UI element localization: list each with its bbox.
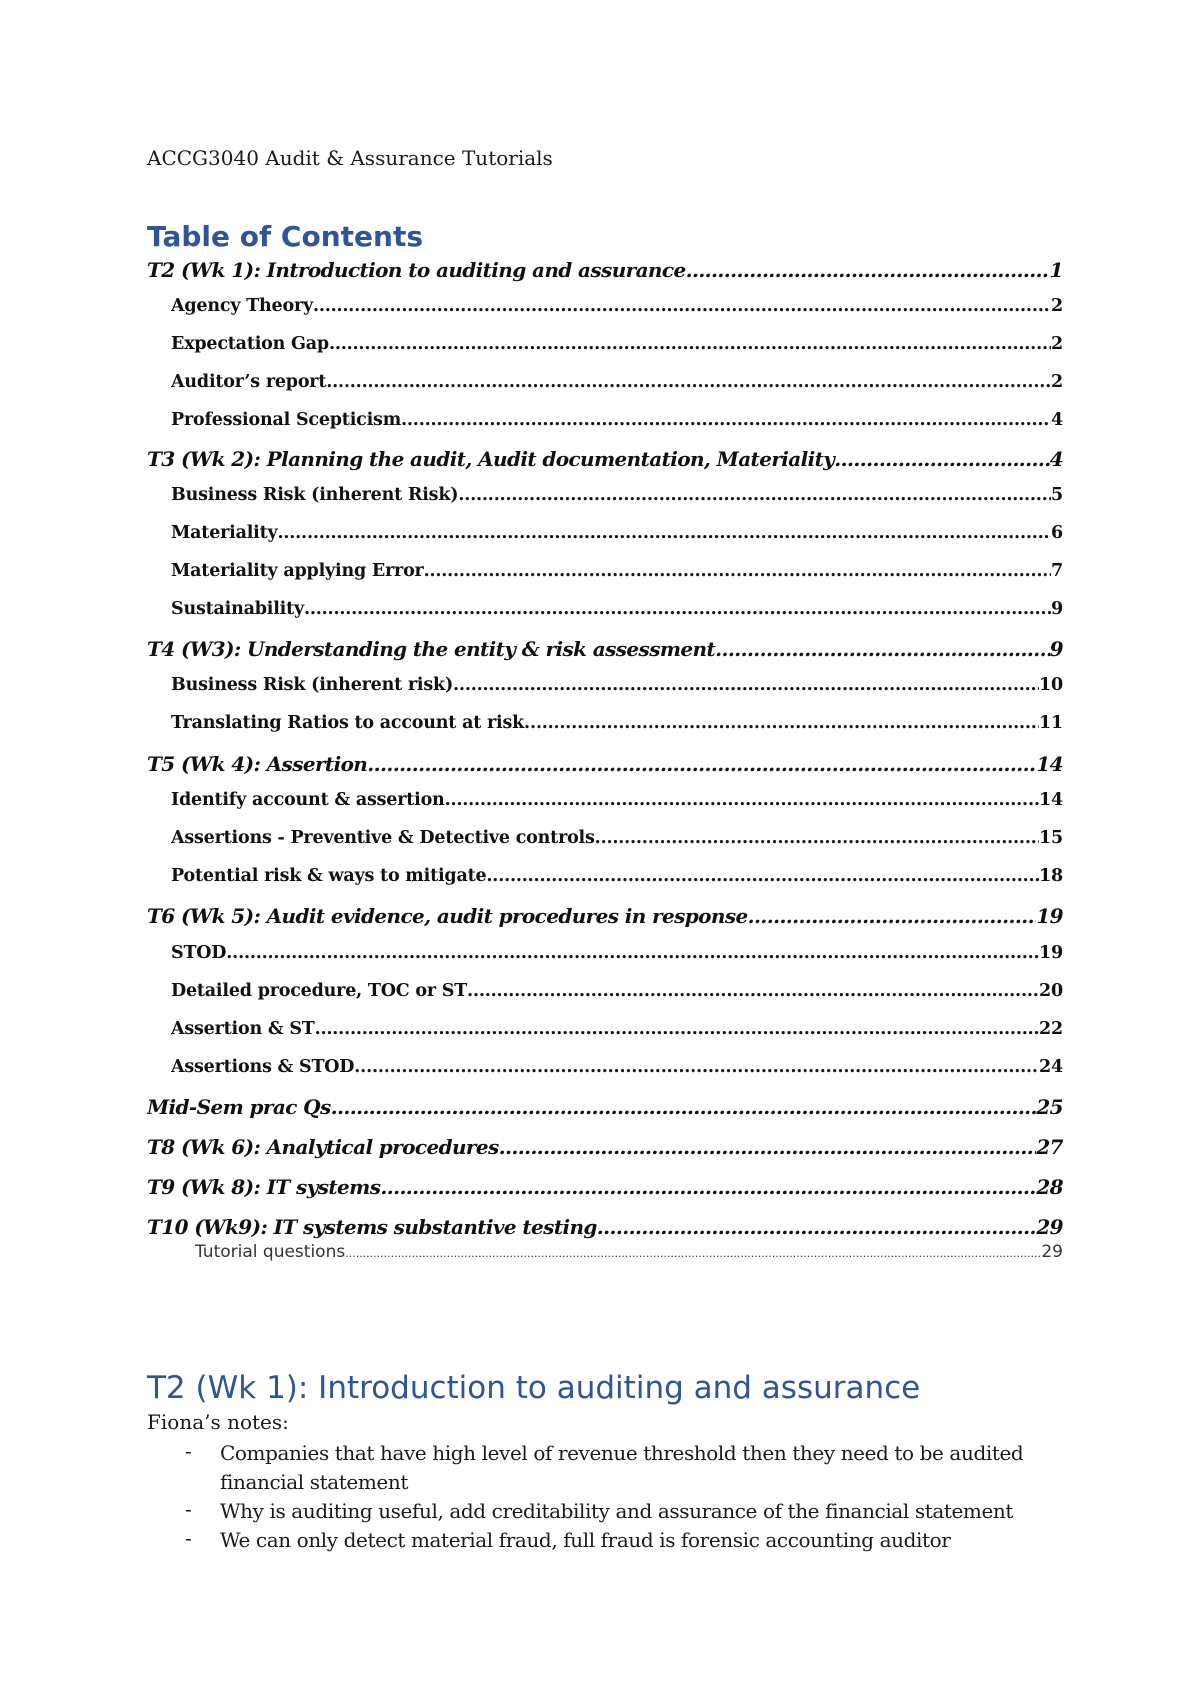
toc-entry[interactable] (171, 943, 1063, 963)
bullet-marker: - (185, 1526, 192, 1550)
toc-entry[interactable] (171, 296, 1063, 316)
toc-entry[interactable] (171, 866, 1063, 886)
toc-entry-page: 14 (1039, 790, 1063, 810)
toc-dot-leader (345, 1247, 1041, 1260)
toc-dot-leader (597, 1215, 1037, 1239)
toc-entry-page: 28 (1036, 1175, 1063, 1199)
toc-dot-leader (326, 372, 1051, 392)
toc-entry[interactable] (171, 981, 1063, 1001)
toc-entry[interactable] (147, 1135, 1063, 1159)
toc-entry-page: 22 (1039, 1019, 1063, 1039)
toc-entry-page: 11 (1039, 713, 1063, 733)
toc-entry-title: Mid-Sem prac Qs (147, 1095, 331, 1119)
toc-entry-title: T5 (Wk 4): Assertion (147, 752, 368, 776)
toc-entry-page: 14 (1036, 752, 1063, 776)
toc-entry[interactable] (171, 410, 1063, 430)
toc-dot-leader (486, 866, 1039, 886)
bullet-text: We can only detect material fraud, full fraud is forensic accounting auditor (220, 1528, 951, 1552)
toc-entry[interactable] (171, 1057, 1063, 1077)
toc-entry[interactable] (171, 599, 1063, 619)
toc-entry-page: 19 (1036, 904, 1063, 928)
toc-entry[interactable] (147, 752, 1063, 776)
toc-dot-leader (277, 523, 1051, 543)
toc-entry-title: Business Risk (inherent Risk) (171, 485, 459, 505)
toc-entry-title: T2 (Wk 1): Introduction to auditing and assurance (147, 258, 686, 282)
toc-entry-page: 29 (1036, 1215, 1063, 1239)
toc-entry-title: T6 (Wk 5): Audit evidence, audit procedures in response (147, 904, 748, 928)
toc-dot-leader (313, 296, 1051, 316)
toc-entry-page: 9 (1049, 637, 1063, 661)
toc-entry-page: 20 (1039, 981, 1063, 1001)
toc-entry-title: Detailed procedure, TOC or ST (171, 981, 468, 1001)
notes-label: Fiona’s notes: (147, 1410, 289, 1434)
toc-dot-leader (354, 1057, 1039, 1077)
toc-dot-leader (329, 334, 1051, 354)
toc-entry-page: 19 (1039, 943, 1063, 963)
toc-entry[interactable] (171, 372, 1063, 392)
bullet-marker: - (185, 1439, 192, 1463)
toc-entry-page: 15 (1039, 828, 1063, 848)
toc-entry-title: T3 (Wk 2): Planning the audit, Audit documentation, Materiality (147, 447, 835, 471)
toc-entry-page: 5 (1051, 485, 1063, 505)
toc-dot-leader (524, 713, 1039, 733)
toc-entry-page: 6 (1051, 523, 1063, 543)
toc-dot-leader (686, 258, 1050, 282)
toc-dot-leader (467, 981, 1039, 1001)
toc-entry-title: Materiality applying Error (171, 561, 424, 581)
toc-entry-page: 4 (1051, 410, 1063, 430)
toc-dot-leader (748, 904, 1037, 928)
toc-entry-page: 25 (1036, 1095, 1063, 1119)
toc-entry-title: Agency Theory (171, 296, 313, 316)
toc-entry-title: Business Risk (inherent risk) (171, 675, 454, 695)
toc-entry-title: Assertions & STOD (171, 1057, 355, 1077)
toc-entry-title: Potential risk & ways to mitigate (171, 866, 487, 886)
toc-entry[interactable] (171, 675, 1063, 695)
toc-entry-title: Identify account & assertion (171, 790, 445, 810)
toc-entry-title: Assertions - Preventive & Detective controls (171, 828, 595, 848)
toc-entry-page: 2 (1051, 296, 1063, 316)
toc-entry-page: 18 (1039, 866, 1063, 886)
toc-dot-leader (424, 561, 1051, 581)
toc-dot-leader (401, 410, 1051, 430)
toc-entry[interactable] (171, 1019, 1063, 1039)
toc-entry-page: 7 (1051, 561, 1063, 581)
toc-entry[interactable] (171, 523, 1063, 543)
toc-entry-page: 9 (1051, 599, 1063, 619)
toc-entry-title: Materiality (171, 523, 278, 543)
document-header: ACCG3040 Audit & Assurance Tutorials (147, 146, 553, 170)
toc-dot-leader (226, 943, 1039, 963)
toc-entry[interactable] (147, 637, 1063, 661)
toc-dot-leader (304, 599, 1051, 619)
toc-dot-leader (367, 752, 1036, 776)
toc-entry[interactable] (147, 1215, 1063, 1239)
toc-entry[interactable] (171, 828, 1063, 848)
toc-entry-page: 10 (1039, 675, 1063, 695)
toc-entry-title: T8 (Wk 6): Analytical procedures (147, 1135, 499, 1159)
toc-entry[interactable] (147, 1175, 1063, 1199)
toc-dot-leader (834, 447, 1049, 471)
toc-entry-page: 4 (1049, 447, 1063, 471)
toc-entry[interactable] (171, 485, 1063, 505)
toc-entry-title: T4 (W3): Understanding the entity & risk assessment (147, 637, 716, 661)
toc-dot-leader (595, 828, 1039, 848)
toc-entry[interactable] (147, 1095, 1063, 1119)
toc-dot-leader (380, 1175, 1036, 1199)
toc-entry[interactable] (195, 1242, 1063, 1262)
toc-entry-page: 2 (1051, 334, 1063, 354)
bullet-text: Companies that have high level of revenue threshold then they need to be audited financial statement (220, 1441, 1024, 1494)
toc-entry-title: Professional Scepticism (171, 410, 402, 430)
toc-entry-title: Assertion & ST (171, 1019, 315, 1039)
toc-entry[interactable] (147, 904, 1063, 928)
toc-entry[interactable] (147, 447, 1063, 471)
bullet-text: Why is auditing useful, add creditability and assurance of the financial statement (220, 1499, 1014, 1523)
bullet-marker: - (185, 1497, 192, 1521)
toc-entry-title: T10 (Wk9): IT systems substantive testing (147, 1215, 597, 1239)
toc-title: Table of Contents (147, 220, 424, 253)
toc-entry-title: Tutorial questions (195, 1242, 346, 1262)
toc-dot-leader (445, 790, 1039, 810)
toc-entry-title: STOD (171, 943, 227, 963)
toc-entry[interactable] (171, 334, 1063, 354)
toc-entry[interactable] (171, 561, 1063, 581)
toc-entry[interactable] (147, 258, 1063, 282)
toc-dot-leader (499, 1135, 1037, 1159)
toc-dot-leader (331, 1095, 1037, 1119)
toc-entry-title: Auditor’s report (171, 372, 327, 392)
toc-entry-title: Translating Ratios to account at risk (171, 713, 525, 733)
toc-entry-title: Expectation Gap (171, 334, 329, 354)
toc-entry-page: 2 (1051, 372, 1063, 392)
section-heading: T2 (Wk 1): Introduction to auditing and assurance (147, 1370, 921, 1406)
toc-entry[interactable] (171, 713, 1063, 733)
toc-dot-leader (715, 637, 1050, 661)
toc-dot-leader (453, 675, 1039, 695)
toc-entry-title: T9 (Wk 8): IT systems (147, 1175, 381, 1199)
toc-dot-leader (315, 1019, 1039, 1039)
toc-dot-leader (458, 485, 1051, 505)
toc-entry[interactable] (171, 790, 1063, 810)
toc-entry-page: 29 (1041, 1242, 1063, 1262)
toc-entry-page: 24 (1039, 1057, 1063, 1077)
toc-entry-page: 1 (1049, 258, 1063, 282)
toc-entry-title: Sustainability (171, 599, 304, 619)
toc-entry-page: 27 (1036, 1135, 1063, 1159)
